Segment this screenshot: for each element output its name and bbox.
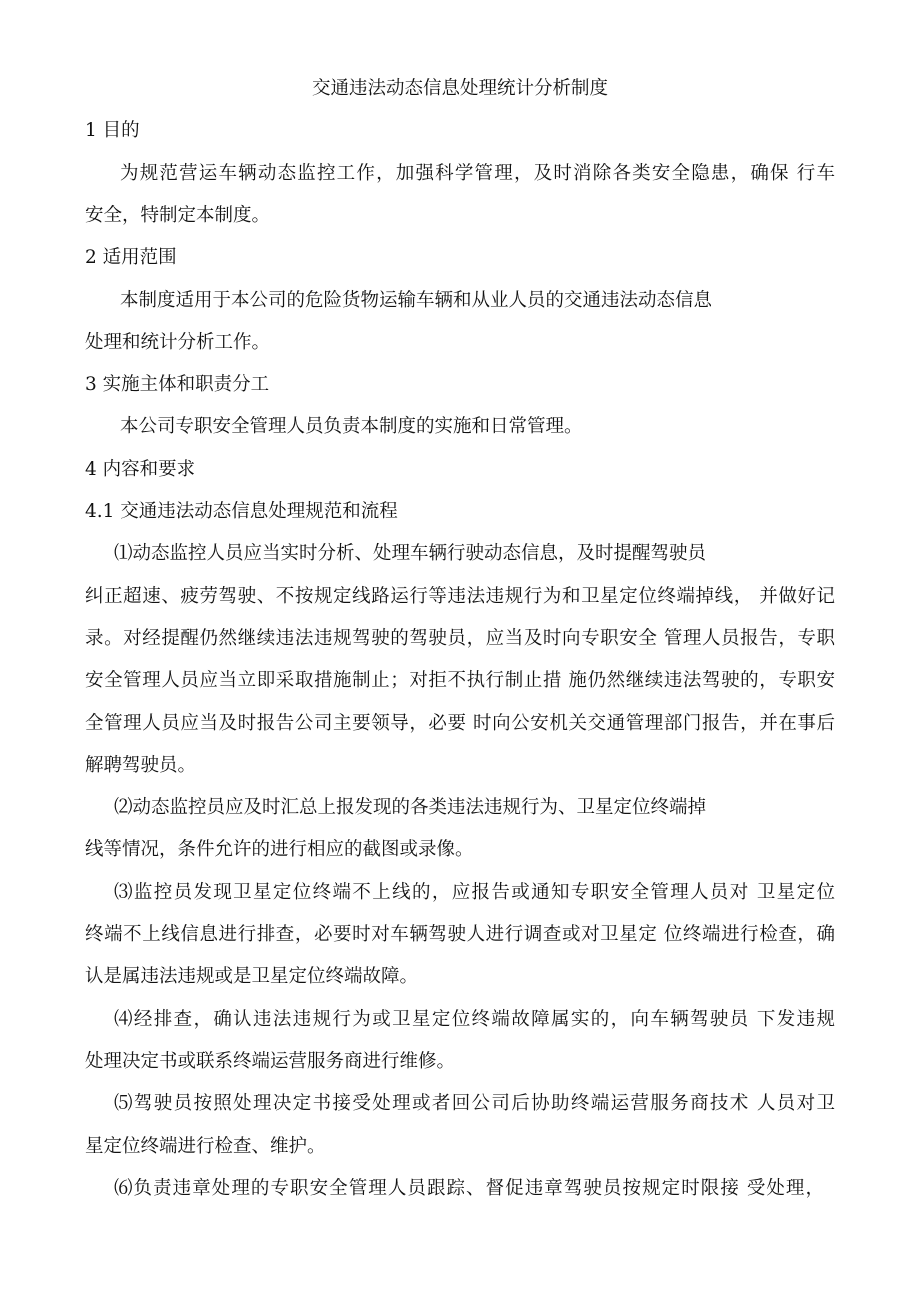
paragraph-line: 本制度适用于本公司的危险货物运输车辆和从业人员的交通违法动态信息 bbox=[120, 289, 713, 311]
section-heading: 4 内容和要求 bbox=[85, 458, 196, 480]
paragraph-line: 终端不上线信息进行排查，必要时对车辆驾驶人进行调查或对卫星定 位终端进行检查，确 bbox=[85, 924, 835, 945]
paragraph-line: ⑵动态监控员应及时汇总上报发现的各类违法违规行为、卫星定位终端掉 bbox=[114, 797, 707, 819]
paragraph-line: ⑹负责违章处理的专职安全管理人员跟踪、督促违章驾驶员按规定时限接 受处理， bbox=[114, 1177, 824, 1199]
subsection-heading: 4.1 交通违法动态信息处理规范和流程 bbox=[85, 501, 398, 522]
section-heading: 1 目的 bbox=[85, 120, 140, 142]
paragraph-line: 处理决定书或联系终端运营服务商进行维修。 bbox=[85, 1050, 456, 1072]
paragraph-line: 解聘驾驶员。 bbox=[85, 754, 197, 776]
paragraph-line: 安全，特制定本制度。 bbox=[85, 204, 271, 226]
paragraph-line: 本公司专职安全管理人员负责本制度的实施和日常管理。 bbox=[120, 416, 583, 438]
paragraph-line: 全管理人员应当及时报告公司主要领导，必要 时向公安机关交通管理部门报告，并在事后 bbox=[85, 712, 835, 734]
paragraph-line: ⑸驾驶员按照处理决定书接受处理或者回公司后协助终端运营服务商技术 人员对卫 bbox=[114, 1093, 835, 1115]
paragraph-line: 线等情况，条件允许的进行相应的截图或录像。 bbox=[85, 839, 474, 861]
paragraph-line: 纠正超速、疲劳驾驶、不按规定线路运行等违法违规行为和卫星定位终端掉线， 并做好记 bbox=[85, 585, 835, 607]
paragraph-line: 处理和统计分析工作。 bbox=[85, 331, 271, 353]
paragraph-line: 星定位终端进行检查、维护。 bbox=[85, 1135, 326, 1157]
paragraph-line: 为规范营运车辆动态监控工作，加强科学管理，及时消除各类安全隐患，确保 行车 bbox=[120, 162, 835, 184]
paragraph-line: ⑴动态监控人员应当实时分析、处理车辆行驶动态信息，及时提醒驾驶员 bbox=[114, 543, 707, 565]
paragraph-line: 认是属违法违规或是卫星定位终端故障。 bbox=[85, 966, 419, 988]
section-heading: 2 适用范围 bbox=[85, 247, 177, 269]
paragraph-line: 安全管理人员应当立即采取措施制止；对拒不执行制止措 施仍然继续违法驾驶的，专职安 bbox=[85, 670, 835, 692]
document-title: 交通违法动态信息处理统计分析制度 bbox=[311, 78, 608, 99]
paragraph-line: 录。对经提醒仍然继续违法违规驾驶的驾驶员，应当及时向专职安全 管理人员报告，专职 bbox=[85, 627, 835, 649]
paragraph-line: ⑷经排查，确认违法违规行为或卫星定位终端故障属实的，向车辆驾驶员 下发违规 bbox=[114, 1008, 835, 1030]
paragraph-line: ⑶监控员发现卫星定位终端不上线的，应报告或通知专职安全管理人员对 卫星定位 bbox=[114, 881, 835, 903]
section-heading: 3 实施主体和职责分工 bbox=[85, 374, 270, 396]
